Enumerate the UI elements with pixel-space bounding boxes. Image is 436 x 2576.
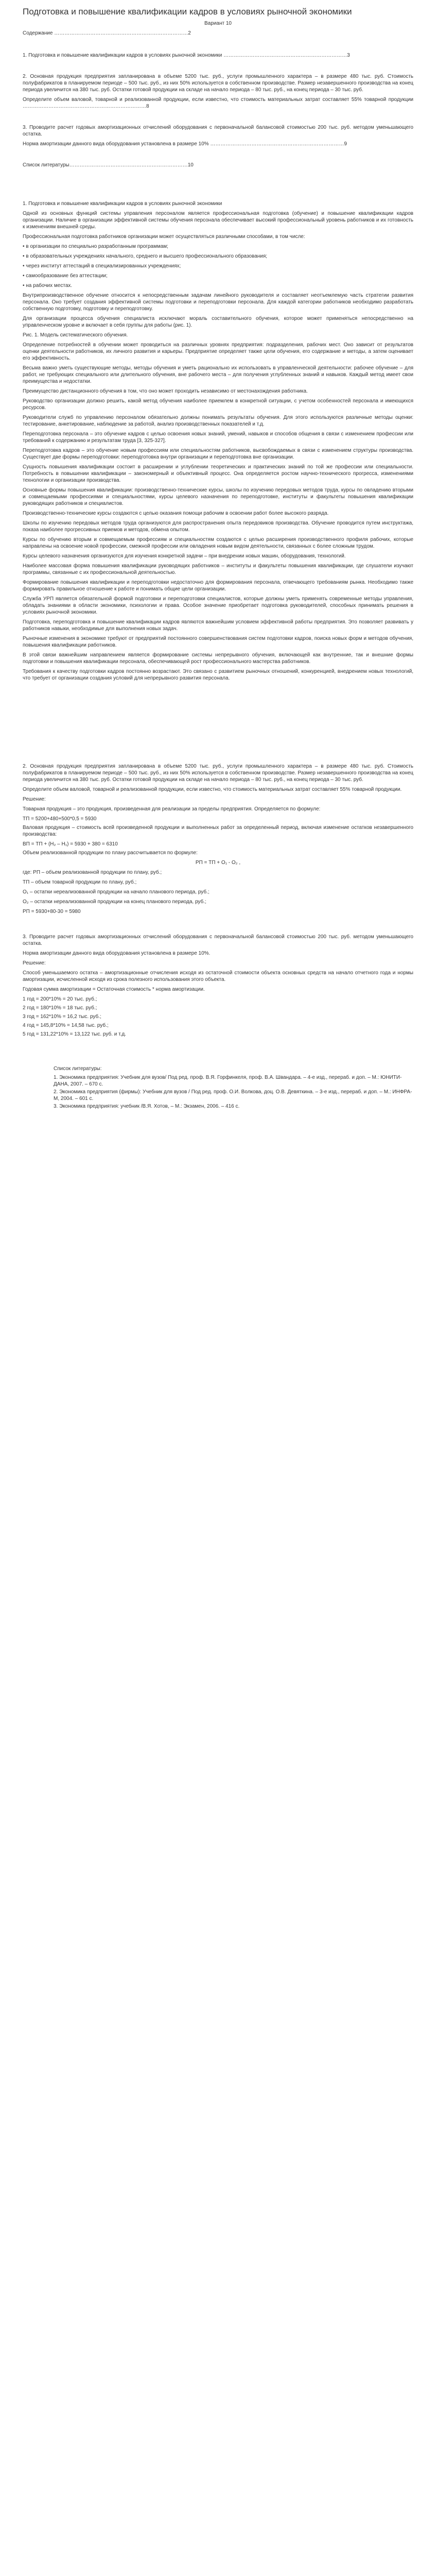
section-1-list-item: • через институт аттестаций в специализированных учреждениях;	[23, 263, 181, 269]
section-1	[23, 200, 413, 682]
section-2-question: Определите объем валовой, товарной и реализованной продукции, если известно, что стоимость материальных затрат составляет 55% товарной продукции.	[23, 787, 402, 792]
section-1-para: Переподготовка кадров – это обучение новым профессиям или специальностям работников, высвобождаемых в связи с изменением структуры производства. Существует две формы переподготовки: переподготовка внутри организации и переподготовка вне организации.	[23, 448, 413, 460]
section-3-year-row: 4 год = 145,8*10% = 14,58 тыс. руб.;	[23, 1023, 109, 1028]
reference-item: 2. Экономика предприятия (фирмы): Учебник для вузов / Под ред. проф. О.И. Волкова, доц. О.В. Девяткина. – 3-е изд., перераб. и доп. – М.: ИНФРА-М, 2004. – 601 с.	[54, 1089, 412, 1101]
section-2-tp-formula: ТП = 5200+480+500*0,5 = 5930	[23, 816, 97, 822]
toc-item-refs: Список литературы……………………………………………………………10	[23, 162, 194, 168]
section-2-tp-text: Товарная продукция – это продукция, произведенная для реализации за пределы предприятия. Определяется по формуле:	[23, 806, 321, 812]
section-2-rp-formula: РП = ТП + О₁ - О₂ ,	[195, 860, 241, 866]
section-1-list-item: • в организации по специально разработанным программам;	[23, 244, 168, 249]
section-2-rp-text: Объем реализованной продукции по плану рассчитывается по формуле:	[23, 850, 198, 856]
section-1-para: Для организации процесса обучения специалиста исключают мораль составительного обучения, которое может применяться непосредственно на управленческом уровне и включает в себя группы для работы (рис. 1).	[23, 316, 413, 328]
section-2-vp-formula: ВП = ТП + (Н₂ – Н₁) = 5930 + 380 = 6310	[23, 841, 118, 847]
section-2-vp-text: Валовая продукция – стоимость всей произведенной продукции и выполненных работ за определенный период, включая изменение остатков незавершенного производства:	[23, 825, 413, 837]
section-1-header: 1. Подготовка и повышение квалификации кадров в условиях рыночной экономики	[23, 201, 222, 207]
section-1-para: Переподготовка персонала – это обучение кадров с целью освоения новых знаний, умений, навыков и способов общения в связи с изменением профессии или требований к содержанию и результатам труда [3, 325-327].	[23, 431, 413, 444]
section-3-norm: Норма амортизации данного вида оборудования установлена в размере 10%.	[23, 951, 211, 956]
section-2-legend-item: О₁ – остатки нереализованной продукции на начало планового периода, руб.;	[23, 889, 210, 895]
section-2-legend-item: ТП – объем товарной продукции по плану, руб.;	[23, 879, 137, 885]
section-1-para: Курсы целевого назначения организуются для изучения конкретной задачи – при внедрении новых машин, оборудования, технологий.	[23, 553, 346, 559]
section-1-para: Профессиональная подготовка работников организации может осуществляться различными способами, в том числе:	[23, 234, 305, 240]
section-1-list-item: • в образовательных учреждениях начального, среднего и высшего профессионального образования;	[23, 253, 268, 259]
section-1-para: Подготовка, переподготовка и повышение квалификации кадров являются важнейшим условием эффективной работы предприятия. Это позволяет развивать у работников навыки, необходимые для выполнения новых задач.	[23, 619, 413, 632]
toc-item-2-question: Определите объем валовой, товарной и реализованной продукции, если известно, что стоимость материальных затрат составляет 55% товарной продукции ………………………………………………………………8	[23, 97, 413, 109]
reference-item: 1. Экономика предприятия: Учебник для вузов/ Под ред. проф. В.Я. Горфинкеля, проф. В.А. Швандара. – 4-е изд., перераб. и доп. – М.: ЮНИТИ-ДАНА, 2007. – 670 с.	[54, 1075, 402, 1087]
figure-caption: Рис. 1. Модель систематического обучения.	[23, 332, 128, 338]
section-1-para: Определение потребностей в обучении может проводиться на различных уровнях предприятия: подразделения, рабочих мест. Оно зависит от результатов оценки деятельности работников, их личного развития и карьеры. Предприятие определяет также цели обучения, его содержание и методы, а затем оценивает его эффективность.	[23, 342, 413, 361]
section-1-para: Весьма важно уметь существующие методы, методы обучения и уметь рационально их использовать в управленческой деятельности: рабочее обучение – для работ, не требующих специального или длительного обучения, вне рабочего места – для получения углубленных знаний и навыков. Каждый метод имеет свои преимущества и недостатки.	[23, 365, 413, 384]
section-3-year-row: 2 год = 180*10% = 18 тыс. руб.;	[23, 1005, 97, 1011]
section-1-para: Одной из основных функций системы управления персоналом является профессиональная подготовка (обучение) и повышение квалификации кадров организации. Наличие в организации эффективной системы обучения персонала обеспечивает высокий профессиональный уровень работников и их готовность к изменениям внешней среды.	[23, 211, 413, 230]
section-1-para: Рыночные изменения в экономике требуют от предприятий постоянного совершенствования систем подготовки кадров, поиска новых форм и методов обучения, повышения квалификации работников.	[23, 636, 413, 648]
toc-item-3: 3. Проводите расчет годовых амортизационных отчислений оборудования с первоначальной балансовой стоимостью 200 тыс. руб. методом уменьшающего остатка.	[23, 125, 413, 137]
toc-item-3-norm: Норма амортизации данного вида оборудования установлена в размере 10% ……………………………………………………………………9	[23, 141, 347, 147]
section-1-para: Преимущество дистанционного обучения в том, что оно может проходить независимо от местонахождения работника.	[23, 388, 308, 394]
section-2-decision-label: Решение:	[23, 796, 46, 802]
document-page	[11, 0, 425, 1123]
section-1-para: Руководители служб по управлению персоналом обязательно должны понимать результаты обучения. Для этого используются различные методы оценки: тестирование, анкетирование, наблюдение за работой, анализ производственных показателей и т.д.	[23, 415, 413, 427]
section-3-text: Годовая сумма амортизации = Остаточная стоимость * норма амортизации.	[23, 987, 205, 992]
section-3-decision-label: Решение:	[23, 960, 46, 966]
section-3-year-row: 3 год = 162*10% = 16,2 тыс. руб.;	[23, 1014, 101, 1020]
section-2-legend-item: О₂ – остатки нереализованной продукции на конец планового периода, руб.;	[23, 899, 206, 905]
section-2	[23, 763, 413, 915]
references	[23, 1065, 413, 1110]
section-1-para: Руководство организации должно решить, какой метод обучения наиболее приемлем в конкретной ситуации, с учетом особенностей персонала и имеющихся ресурсов.	[23, 398, 413, 411]
section-1-list-item: • самообразование без аттестации;	[23, 273, 108, 279]
section-1-para: Основные формы повышения квалификации: производственно-технические курсы, школы по изучению передовых методов труда, курсы по овладению вторыми и совмещаемыми профессиями и специальностями, курсы целевого назначения по переподготовке, институты и факультеты повышения квалификации руководящих работников и специалистов.	[23, 487, 413, 506]
section-2-rp-result: РП = 5930+80-30 = 5980	[23, 909, 81, 914]
section-1-list-item: • на рабочих местах.	[23, 283, 73, 289]
section-2-header: 2. Основная продукция предприятия запланирована в объеме 5200 тыс. руб., услуги промышленного характера – в размере 480 тыс. руб. Стоимость полуфабрикатов в планируемом периоде – 500 тыс. руб., из них 50% используется в собственном производстве. Размер незавершенного производства на конец периода увеличится на 380 тыс. руб. Остатки готовой продукции на складе на начало периода – 80 тыс. руб., на конец периода – 30 тыс. руб.	[23, 764, 413, 783]
section-3	[23, 934, 413, 1038]
section-3-year-row: 5 год = 131,22*10% = 13,122 тыс. руб. и т.д.	[23, 1031, 126, 1037]
document-title: Подготовка и повышение квалификации кадров в условиях рыночной экономики	[23, 7, 352, 16]
section-3-year-row: 1 год = 200*10% = 20 тыс. руб.;	[23, 996, 97, 1002]
section-1-para: Требования к качеству подготовки кадров постоянно возрастают. Это связано с развитием рыночных отношений, конкуренцией, внедрением новых технологий, что требует от организации создания условий для непрерывного развития персонала.	[23, 669, 413, 681]
section-1-para: В этой связи важнейшим направлением является формирование системы непрерывного обучения, включающей как внутренние, так и внешние формы подготовки и повышения квалификации персонала, обеспечивающей рост профессионального мастерства работников.	[23, 652, 413, 665]
reference-item: 3. Экономика предприятия: учебник /В.Я. Хотов, – М.: Экзамен, 2006. – 416 с.	[54, 1104, 240, 1109]
references-title: Список литературы:	[54, 1066, 102, 1072]
section-3-text: Способ уменьшаемого остатка – амортизационные отчисления исходя из остаточной стоимости объекта основных средств на начало отчетного года и нормы амортизации, исчисленной исходя из срока полезного использования этого объекта.	[23, 970, 413, 982]
variant-label: Вариант 10	[204, 21, 232, 26]
section-1-para: Школы по изучению передовых методов труда организуются для распространения опыта передовиков производства. Обучение проводится путем инструктажа, показа наиболее прогрессивных приемов и методов, обмена опытом.	[23, 520, 413, 533]
section-1-para: Сущность повышения квалификации состоит в расширении и углублении теоретических и практических знаний по той же профессии или специальности. Потребность в повышении квалификации – закономерный и объективный процесс. Она определяется ростом научно-технического прогресса, изменениями технологии и организации производства.	[23, 464, 413, 483]
section-3-header: 3. Проводите расчет годовых амортизационных отчислений оборудования с первоначальной балансовой стоимостью 200 тыс. руб. методом уменьшающего остатка.	[23, 934, 413, 946]
section-2-legend-item: где: РП – объем реализованной продукции по плану, руб.;	[23, 870, 162, 875]
toc-item-1: 1. Подготовка и повышение квалификации кадров в условиях рыночной экономики ………………………………………………………………3	[23, 53, 350, 58]
section-1-para: Служба УРП является обязательной формой подготовки и переподготовки специалистов, которые должны уметь применять современные методы управления, обладать знаниями в области экономики, психологии и права. Особое значение приобретает подготовка руководителей, способных принимать решения в условиях рыночной экономики.	[23, 596, 413, 615]
section-1-para: Формирование повышения квалификации и переподготовки недостаточно для формирования персонала, отвечающего требованиям рынка. Необходимо также формировать правильное отношение к работе и понимать общие цели организации.	[23, 580, 413, 592]
section-1-para: Наиболее массовая форма повышения квалификации руководящих работников – институты и факультеты повышения квалификации, где слушатели изучают программы, связанные с их профессиональной деятельностью.	[23, 563, 413, 575]
section-1-para: Курсы по обучению вторым и совмещаемым профессиям и специальностям создаются с целью расширения производственного профиля рабочих, которые направлены на освоение новой профессии, смежной профессии или овладения новым видом деятельности, связанных с более сложным трудом.	[23, 537, 413, 549]
toc-contents: Содержание ……………………………………………………………………2	[23, 30, 191, 36]
toc-item-2: 2. Основная продукция предприятия запланирована в объеме 5200 тыс. руб., услуги промышленного характера – в размере 480 тыс. руб. Стоимость полуфабрикатов в планируемом периоде – 500 тыс. руб., из них 50% используется в собственном производстве. Размер незавершенного производства на конец периода увеличится на 380 тыс. руб. Остатки готовой продукции на складе на начало периода – 80 тыс. руб., на конец периода – 30 тыс. руб.	[23, 74, 413, 93]
section-1-para: Внутрипроизводственное обучение относится к непосредственным задачам линейного руководителя и составляет неотъемлемую часть стратегии развития персонала. Оно требует создания эффективной системы подготовки и переподготовки персонала. Для каждой категории работников необходимо разработать собственную подготовку, подготовку и переподготовку.	[23, 293, 413, 312]
section-1-para: Производственно-технические курсы создаются с целью оказания помощи рабочим в освоении работ более высокого разряда.	[23, 511, 329, 516]
